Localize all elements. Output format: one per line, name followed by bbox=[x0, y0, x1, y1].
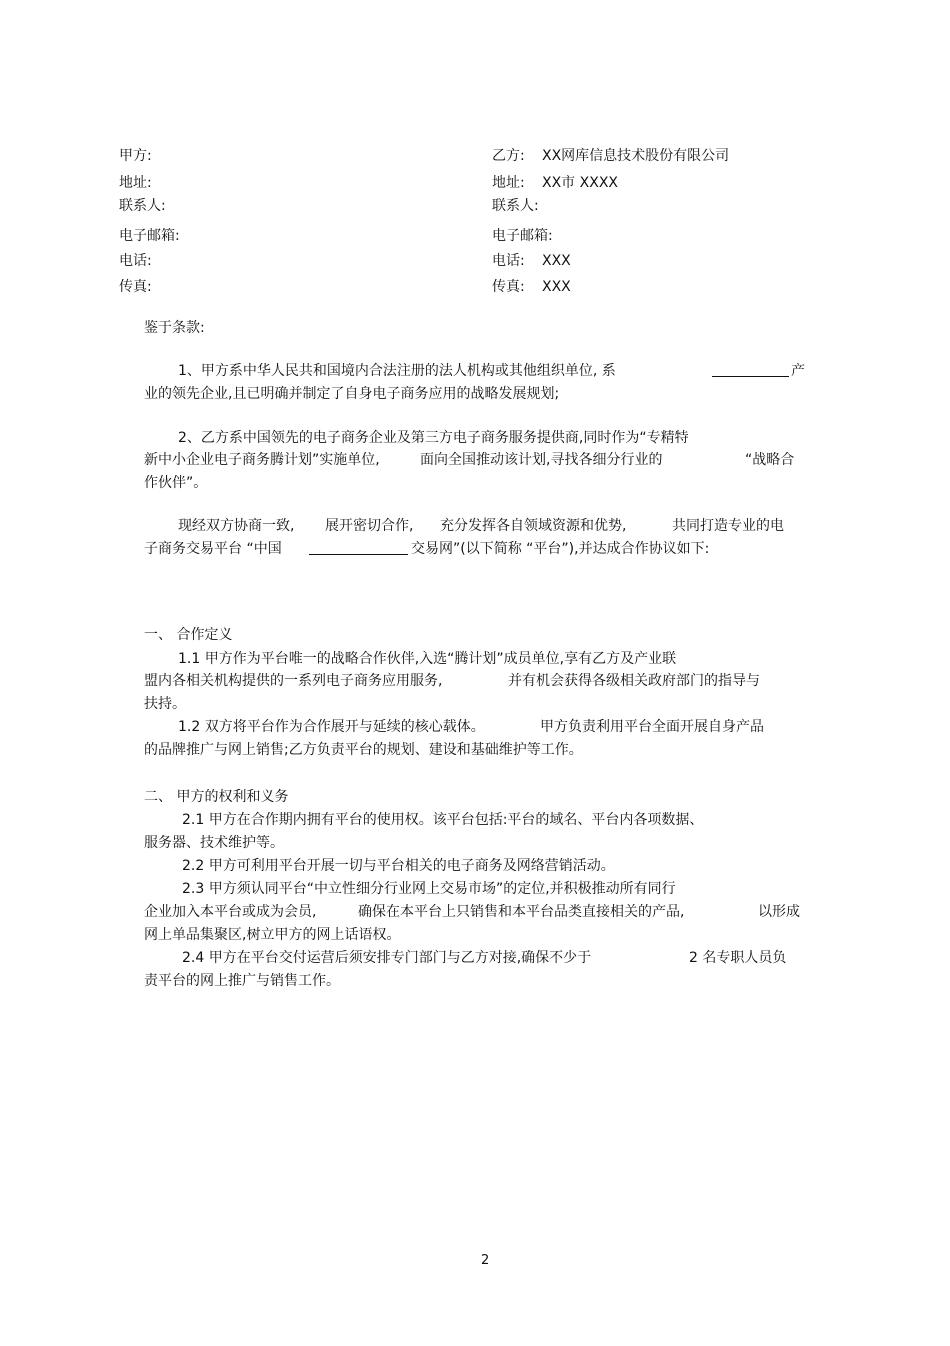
party-b-phone-label: 电话: bbox=[492, 253, 525, 269]
clause-2-2-line1: 2.2 甲方可利用平台开展一切与平台相关的电子商务及网络营销活动。 bbox=[182, 858, 615, 874]
clause-2-3-line2-a: 企业加入本平台或成为会员, bbox=[144, 904, 317, 920]
clause-1-1-line2-b: 并有机会获得各级相关政府部门的指导与 bbox=[508, 673, 760, 689]
clause-2-3-line2-b: 确保在本平台上只销售和本平台品类直接相关的产品, bbox=[358, 904, 685, 920]
clause-1-1-line2-a: 盟内各相关机构提供的一系列电子商务应用服务, bbox=[144, 673, 443, 689]
whereas-p3-line1-d: 共同打造专业的电 bbox=[672, 518, 784, 534]
clause-2-4-line1-a: 2.4 甲方在平台交付运营后须安排专门部门与乙方对接,确保不少于 bbox=[182, 950, 592, 966]
party-b-name: XX网库信息技术股份有限公司 bbox=[542, 148, 730, 164]
whereas-p3-line2-a: 子商务交易平台 “中国 bbox=[144, 541, 282, 557]
clause-1-2-line2: 的品牌推广与网上销售;乙方负责平台的规划、建设和基础维护等工作。 bbox=[144, 742, 583, 758]
party-b-contact-label: 联系人: bbox=[492, 198, 539, 214]
clause-2-3-line3: 网上单品集聚区,树立甲方的网上话语权。 bbox=[144, 927, 401, 943]
clause-2-4-line2: 责平台的网上推广与销售工作。 bbox=[144, 973, 340, 989]
industry-blank bbox=[712, 362, 789, 377]
party-a-label: 甲方: bbox=[119, 148, 152, 164]
clause-2-1-line2: 服务器、技术维护等。 bbox=[144, 835, 284, 851]
clause-2-3-line1: 2.3 甲方须认同平台“中立性细分行业网上交易市场”的定位,并积极推动所有同行 bbox=[182, 881, 676, 897]
section2-heading: 二、 甲方的权利和义务 bbox=[144, 789, 289, 805]
section1-heading: 一、 合作定义 bbox=[144, 627, 233, 643]
whereas-p2-line3: 作伙伴”。 bbox=[144, 475, 208, 491]
party-b-phone: XXX bbox=[542, 253, 571, 269]
party-b-address-label: 地址: bbox=[492, 175, 525, 191]
clause-1-1-line1: 1.1 甲方作为平台唯一的战略合作伙伴,入选“腾计划”成员单位,享有乙方及产业联 bbox=[178, 651, 677, 667]
whereas-p2-line2-c: “战略合 bbox=[745, 452, 795, 468]
party-b-fax: XXX bbox=[542, 279, 571, 295]
clause-2-4-line1-b: 2 名专职人员负 bbox=[689, 950, 787, 966]
platform-name-blank bbox=[309, 540, 408, 555]
clause-1-2-line1-a: 1.2 双方将平台作为合作展开与延续的核心载体。 bbox=[178, 719, 485, 735]
whereas-p3-line2-b: 交易网”(以下简称 “平台”),并达成合作协议如下: bbox=[411, 541, 710, 557]
party-a-contact-label: 联系人: bbox=[119, 198, 166, 214]
page-number: 2 bbox=[481, 1253, 490, 1268]
whereas-p3-line1-b: 展开密切合作, bbox=[325, 518, 414, 534]
clause-1-1-line3: 扶持。 bbox=[144, 696, 186, 712]
party-b-email-label: 电子邮箱: bbox=[492, 228, 553, 244]
clause-1-2-line1-b: 甲方负责利用平台全面开展自身产品 bbox=[540, 719, 764, 735]
whereas-p2-line2-b: 面向全国推动该计划,寻找各细分行业的 bbox=[420, 452, 663, 468]
whereas-p1-line2: 业的领先企业,且已明确并制定了自身电子商务应用的战略发展规划; bbox=[144, 386, 560, 402]
party-a-email-label: 电子邮箱: bbox=[119, 228, 180, 244]
whereas-heading: 鉴于条款: bbox=[144, 320, 205, 336]
whereas-p2-line1: 2、乙方系中国领先的电子商务企业及第三方电子商务服务提供商,同时作为“专精特 bbox=[178, 430, 689, 446]
whereas-p2-line2-a: 新中小企业电子商务腾计划”实施单位, bbox=[144, 452, 380, 468]
whereas-p1-line1: 1、甲方系中华人民共和国境内合法注册的法人机构或其他组织单位, 系 bbox=[178, 363, 616, 379]
whereas-p3-line1-c: 充分发挥各自领域资源和优势, bbox=[440, 518, 627, 534]
party-a-phone-label: 电话: bbox=[119, 253, 152, 269]
whereas-p1-line1-end: 产 bbox=[791, 363, 805, 379]
party-a-fax-label: 传真: bbox=[119, 279, 152, 295]
whereas-p3-line1-a: 现经双方协商一致, bbox=[178, 518, 295, 534]
party-b-address: XX市 XXXX bbox=[542, 175, 618, 191]
clause-2-3-line2-c: 以形成 bbox=[758, 904, 800, 920]
clause-2-1-line1: 2.1 甲方在合作期内拥有平台的使用权。该平台包括:平台的域名、平台内各项数据、 bbox=[182, 812, 704, 828]
party-a-address-label: 地址: bbox=[119, 175, 152, 191]
party-b-fax-label: 传真: bbox=[492, 279, 525, 295]
party-b-label: 乙方: bbox=[492, 148, 525, 164]
